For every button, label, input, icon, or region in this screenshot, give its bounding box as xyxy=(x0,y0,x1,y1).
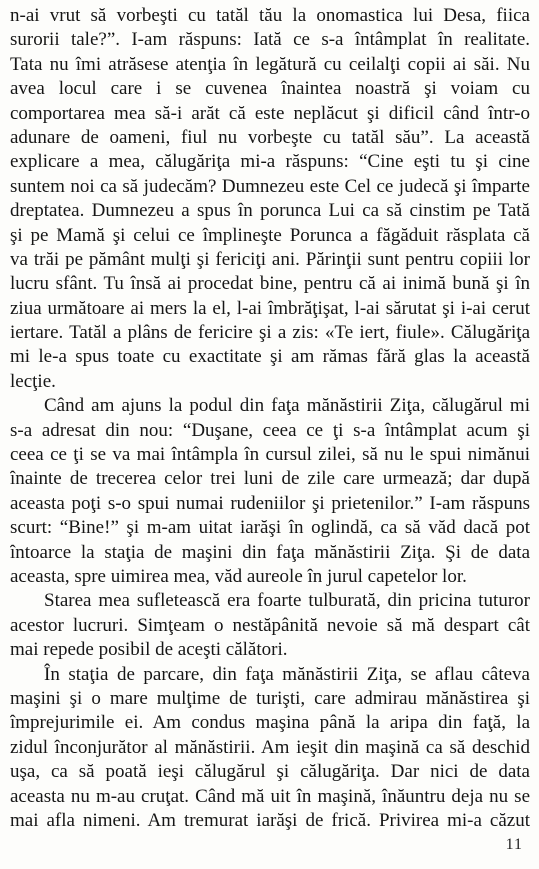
text-line: ceea ce ţi se va mai întâmpla în cursul zilei, să nu le spui nimănui xyxy=(10,444,530,466)
text-line: acestor lucruri. Simţeam o nestăpânită nevoie să mă despart cât xyxy=(10,614,530,636)
text-line: aceasta poţi s-o spui numai rudeniilor şi prietenilor.” I-am răspuns xyxy=(10,492,530,514)
text-line: avea locul care i se cuvenea înaintea noastră şi voiam cu xyxy=(10,78,530,100)
text-line: iertare. Tatăl a plâns de fericire şi a zis: «Te iert, fiule». Călugăriţa xyxy=(10,322,530,344)
text-line: dreptatea. Dumnezeu a spus în porunca Lui ca să cinstim pe Tată xyxy=(10,200,530,222)
text-line: mai repede posibil de aceşti călători. xyxy=(10,639,288,661)
text-line: împrejurimile ei. Am condus maşina până la aripa din faţă, la xyxy=(10,712,530,734)
text-line: adunare de oameni, fiul nu vorbeşte cu tatăl său”. La această xyxy=(10,126,530,148)
text-line: surorii tale?”. I-am răspuns: Iată ce s-a întâmplat în realitate. xyxy=(10,29,530,51)
text-line: comportarea mea să-i arăt că este neplăcut şi dificil când într-o xyxy=(10,102,530,124)
text-line: întoarce la staţia de maşini din faţa mănăstirii Ziţa. Şi de data xyxy=(10,541,530,563)
text-line: mi le-a spus toate cu exactitate şi am rămas fără glas la această xyxy=(10,346,530,368)
page-number: 11 xyxy=(505,836,523,853)
text-line: În staţia de parcare, din faţa mănăstirii Ziţa, se aflau câteva xyxy=(44,663,530,685)
text-line: şi pe Mamă şi celui ce împlineşte Porunca a făgăduit răsplata că xyxy=(10,224,530,246)
text-line: scurt: “Bine!” şi m-am uitat iarăşi în oglindă, ca să văd dacă pot xyxy=(10,517,530,539)
text-line: maşini şi o mare mulţime de turişti, care admirau mănăstirea şi xyxy=(10,687,530,709)
text-line: zidul înconjurător al mănăstirii. Am ieşit din maşină ca să deschid xyxy=(10,736,530,758)
text-line: lucru sfânt. Tu însă ai procedat bine, pentru că ai inimă bună şi în xyxy=(10,273,530,295)
text-line: lecţie. xyxy=(10,370,56,392)
text-line: Când am ajuns la podul din faţa mănăstirii Ziţa, călugărul mi xyxy=(44,395,530,417)
text-line: aceasta, spre uimirea mea, văd aureole în jurul capetelor lor. xyxy=(10,565,467,587)
text-line: va trăi pe pământ mulţi şi fericiţi ani. Părinţii sunt pentru copiii lor xyxy=(10,248,530,270)
text-line: uşa, ca să poată ieşi călugărul şi călugăriţa. Dar nici de data xyxy=(10,761,530,783)
body-text xyxy=(10,4,530,833)
text-line: mai afla nimeni. Am tremurat iarăşi de frică. Privirea mi-a căzut xyxy=(10,809,530,831)
text-line: s-a adresat din nou: “Duşane, ceea ce ţi s-a întâmplat acum şi xyxy=(10,419,530,441)
text-line: n-ai vrut să vorbeşti cu tatăl tău la onomastica lui Desa, fiica xyxy=(10,5,530,26)
text-line: ziua următoare ai mers la el, l-ai îmbrăţişat, l-ai sărutat şi i-ai cerut xyxy=(10,297,530,319)
text-line: înainte de trecerea celor trei luni de zile care urmează; dar după xyxy=(10,468,530,490)
text-line: Tata nu îmi atrăsese atenţia în legătură cu ceilalţi copii ai săi. Nu xyxy=(10,53,530,75)
text-line: explicare a mea, călugăriţa mi-a răspuns: “Cine eşti tu şi cine xyxy=(10,151,530,173)
text-line: aceasta nu m-au cruţat. Când mă uit în maşină, înăuntru deja nu se xyxy=(10,785,530,807)
text-line: suntem noi ca să judecăm? Dumnezeu este Cel ce judecă şi împarte xyxy=(10,175,530,197)
text-line: Starea mea sufletească era foarte tulburată, din pricina tuturor xyxy=(44,590,530,612)
